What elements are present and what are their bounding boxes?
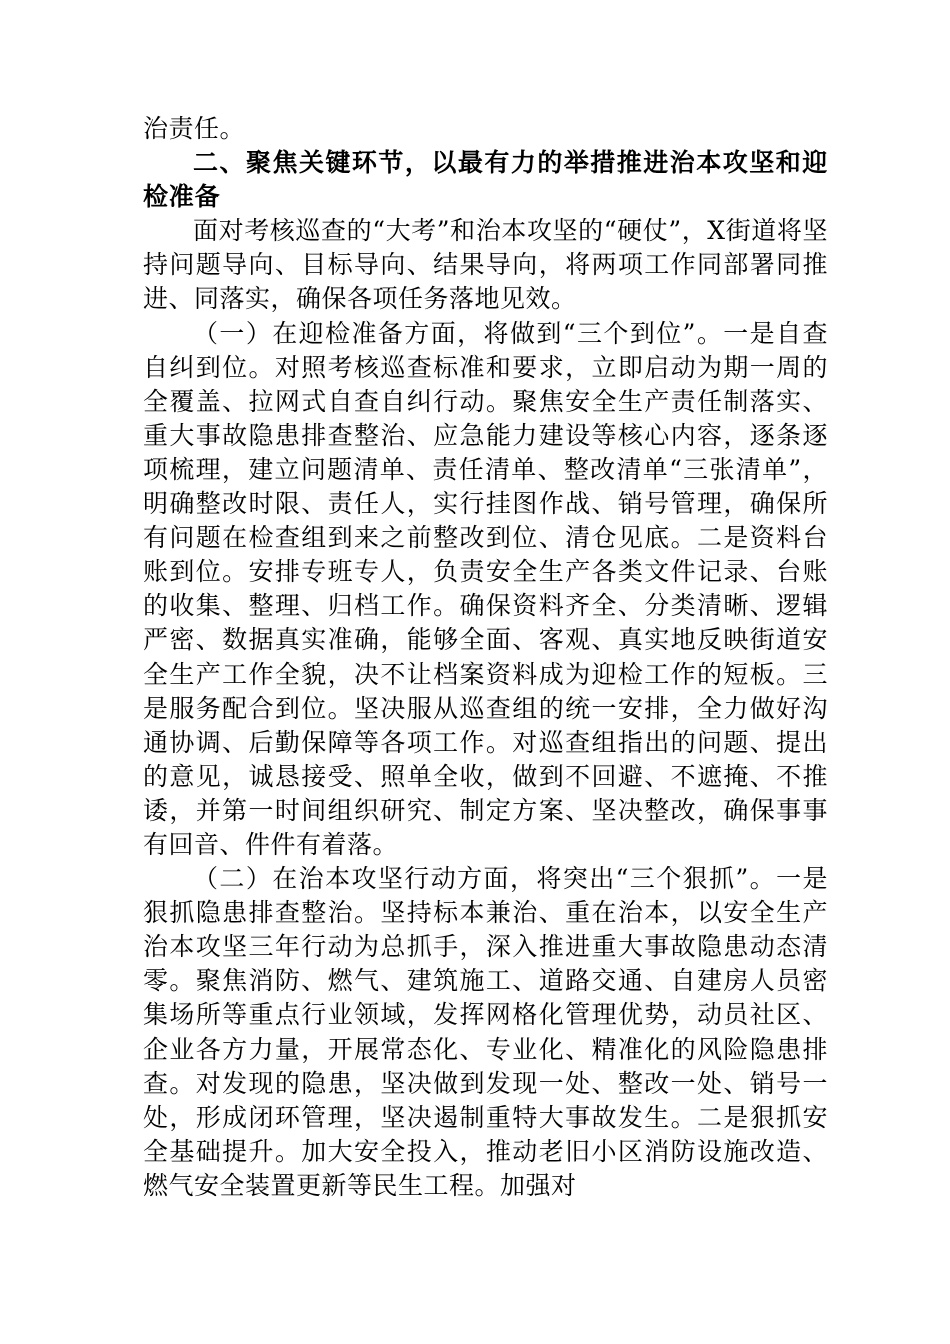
paragraph-intro: 面对考核巡查的“大考”和治本攻坚的“硬仗”，X街道将坚持问题导向、目标导向、结果导向，将两项工作同部署同推进、同落实，确保各项任务落地见效。 <box>143 216 828 314</box>
section-heading: 二、聚焦关键环节，以最有力的举措推进治本攻坚和迎检准备 <box>143 148 828 212</box>
document-body <box>143 112 828 1203</box>
paragraph-inspection-preparation: （一）在迎检准备方面，将做到“三个到位”。一是自查自纠到位。对照考核巡查标准和要求，立即启动为期一周的全覆盖、拉网式自查自纠行动。聚焦安全生产责任制落实、重大事故隐患排查整治、应急能力建设等核心内容，逐条逐项梳理，建立问题清单、责任清单、整改清单“三张清单”，明确整改时限、责任人，实行挂图作战、销号管理，确保所有问题在检查组到来之前整改到位、清仓见底。二是资料台账到位。安排专班专人，负责安全生产各类文件记录、台账的收集、整理、归档工作。确保资料齐全、分类清晰、逻辑严密、数据真实准确，能够全面、客观、真实地反映街道安全生产工作全貌，决不让档案资料成为迎检工作的短板。三是服务配合到位。坚决服从巡查组的统一安排，全力做好沟通协调、后勤保障等各项工作。对巡查组指出的问题、提出的意见，诚恳接受、照单全收，做到不回避、不遮掩、不推诿，并第一时间组织研究、制定方案、坚决整改，确保事事有回音、件件有着落。 <box>143 318 828 859</box>
paragraph-root-cause-action: （二）在治本攻坚行动方面，将突出“三个狠抓”。一是狠抓隐患排查整治。坚持标本兼治、重在治本，以安全生产治本攻坚三年行动为总抓手，深入推进重大事故隐患动态清零。聚焦消防、燃气、建筑施工、道路交通、自建房人员密集场所等重点行业领域，发挥网格化管理优势，动员社区、企业各方力量，开展常态化、专业化、精准化的风险隐患排查。对发现的隐患，坚决做到发现一处、整改一处、销号一处，形成闭环管理，坚决遏制重特大事故发生。二是狠抓安全基础提升。加大安全投入，推动老旧小区消防设施改造、燃气安全装置更新等民生工程。加强对 <box>143 864 828 1200</box>
paragraph-continuation: 治责任。 <box>143 114 246 143</box>
